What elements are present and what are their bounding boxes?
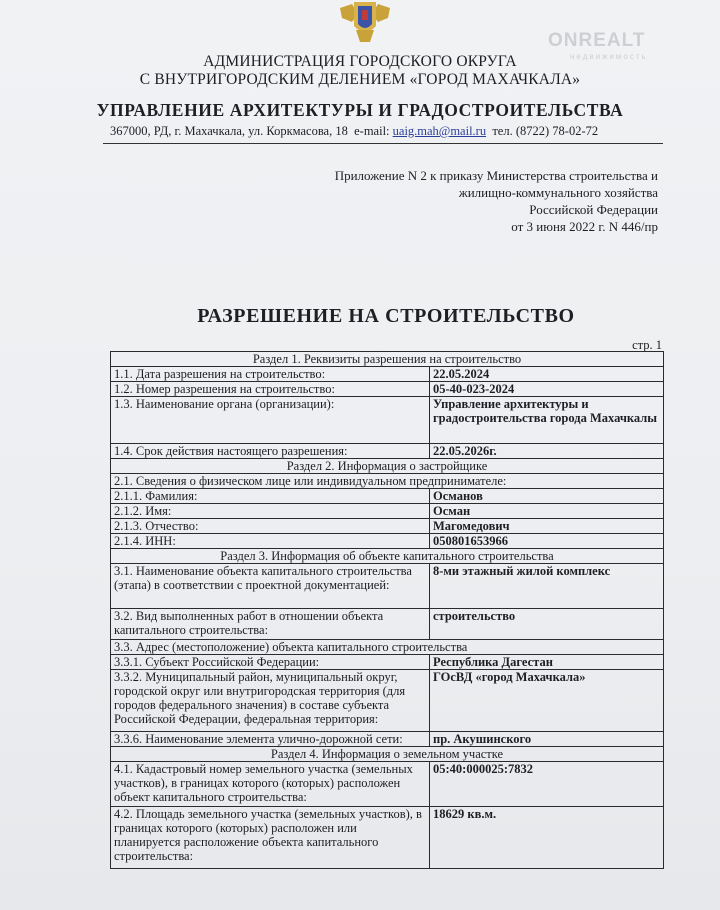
- table-row: [111, 732, 664, 747]
- table-row: [111, 747, 664, 762]
- table-row: [111, 489, 664, 504]
- email-label: e-mail:: [354, 124, 390, 138]
- table-row: [111, 655, 664, 670]
- row-value: пр. Акушинского: [430, 732, 664, 747]
- section-header: Раздел 1. Реквизиты разрешения на строительство: [111, 352, 664, 367]
- page-number: стр. 1: [632, 338, 662, 352]
- table-row: [111, 459, 664, 474]
- table-row: [111, 670, 664, 732]
- row-value: 050801653966: [430, 534, 664, 549]
- table-row: [111, 382, 664, 397]
- row-value: Республика Дагестан: [430, 655, 664, 670]
- row-value: 18629 кв.м.: [430, 807, 664, 869]
- contact-line: [110, 124, 710, 139]
- appendix-line: Российской Федерации: [529, 202, 658, 217]
- email-link[interactable]: uaig.mah@mail.ru: [392, 124, 487, 138]
- row-value: Осман: [430, 504, 664, 519]
- row-value: 8-ми этажный жилой комплекс: [430, 564, 664, 609]
- row-label: 2.1.3. Отчество:: [111, 519, 430, 534]
- table-row: [111, 534, 664, 549]
- row-label: 2.1.4. ИНН:: [111, 534, 430, 549]
- row-label: 3.3. Адрес (местоположение) объекта капитального строительства: [111, 640, 664, 655]
- department-title: УПРАВЛЕНИЕ АРХИТЕКТУРЫ И ГРАДОСТРОИТЕЛЬСТВА: [96, 100, 624, 120]
- row-label: 3.1. Наименование объекта капитального строительства (этапа) в соответствии с проектной документацией:: [111, 564, 430, 609]
- table-row: [111, 397, 664, 444]
- row-label: 1.4. Срок действия настоящего разрешения:: [111, 444, 430, 459]
- row-label: 4.2. Площадь земельного участка (земельных участков), в границах которого (которых) расположен или планируется расположение объекта капитального строительства:: [111, 807, 430, 869]
- row-value: Османов: [430, 489, 664, 504]
- table-row: [111, 549, 664, 564]
- watermark-tagline: недвижимость: [570, 52, 648, 61]
- table-row: [111, 807, 664, 869]
- watermark-brand: ONREALT: [548, 30, 646, 51]
- table-row: [111, 640, 664, 655]
- admin-title-line1: АДМИНИСТРАЦИЯ ГОРОДСКОГО ОКРУГА: [203, 53, 517, 70]
- row-label: 2.1. Сведения о физическом лице или индивидуальном предпринимателе:: [111, 474, 664, 489]
- section-header: Раздел 2. Информация о застройщике: [111, 459, 664, 474]
- table-row: [111, 762, 664, 807]
- row-label: 1.3. Наименование органа (организации):: [111, 397, 430, 444]
- row-value: 05:40:000025:7832: [430, 762, 664, 807]
- phone-text: тел. (8722) 78-02-72: [492, 124, 599, 138]
- coat-of-arms-icon: [336, 0, 394, 44]
- row-label: 3.3.1. Субъект Российской Федерации:: [111, 655, 430, 670]
- row-value: ГОсВД «город Махачкала»: [430, 670, 664, 732]
- row-label: 2.1.2. Имя:: [111, 504, 430, 519]
- appendix-line: Приложение N 2 к приказу Министерства строительства и: [334, 168, 658, 183]
- row-label: 2.1.1. Фамилия:: [111, 489, 430, 504]
- table-row: [111, 609, 664, 640]
- row-value: строительство: [430, 609, 664, 640]
- table-row: [111, 352, 664, 367]
- row-value: 05-40-023-2024: [430, 382, 664, 397]
- appendix-note: [335, 167, 658, 235]
- row-label: 4.1. Кадастровый номер земельного участка (земельных участков), в границах которого (которых) расположен объект капитального строительства:: [111, 762, 430, 807]
- table-row: [111, 504, 664, 519]
- row-label: 3.3.6. Наименование элемента улично-дорожной сети:: [111, 732, 430, 747]
- section-header: Раздел 3. Информация об объекте капитального строительства: [111, 549, 664, 564]
- admin-title-line2: С ВНУТРИГОРОДСКИМ ДЕЛЕНИЕМ «ГОРОД МАХАЧКАЛА»: [139, 71, 581, 88]
- row-label: 1.1. Дата разрешения на строительство:: [111, 367, 430, 382]
- row-value: 22.05.2026г.: [430, 444, 664, 459]
- table-row: [111, 564, 664, 609]
- appendix-line: от 3 июня 2022 г. N 446/пр: [511, 219, 658, 234]
- table-row: [111, 474, 664, 489]
- permit-table: [110, 351, 664, 869]
- row-label: 1.2. Номер разрешения на строительство:: [111, 382, 430, 397]
- table-row: [111, 519, 664, 534]
- row-value: Магомедович: [430, 519, 664, 534]
- row-value: Управление архитектуры и градостроительства города Махачкалы: [430, 397, 664, 444]
- appendix-line: жилищно-коммунального хозяйства: [458, 185, 658, 200]
- table-row: [111, 444, 664, 459]
- address-text: 367000, РД, г. Махачкала, ул. Коркмасова, 18: [110, 124, 348, 138]
- row-value: 22.05.2024: [430, 367, 664, 382]
- section-header: Раздел 4. Информация о земельном участке: [111, 747, 664, 762]
- table-row: [111, 367, 664, 382]
- document-title: РАЗРЕШЕНИЕ НА СТРОИТЕЛЬСТВО: [197, 305, 575, 327]
- header-divider: [103, 143, 663, 144]
- row-label: 3.2. Вид выполненных работ в отношении объекта капитального строительства:: [111, 609, 430, 640]
- row-label: 3.3.2. Муниципальный район, муниципальный округ, городской округ или внутригородская территория (для городов федерального значения) в составе субъекта Российской Федерации, федеральная территория:: [111, 670, 430, 732]
